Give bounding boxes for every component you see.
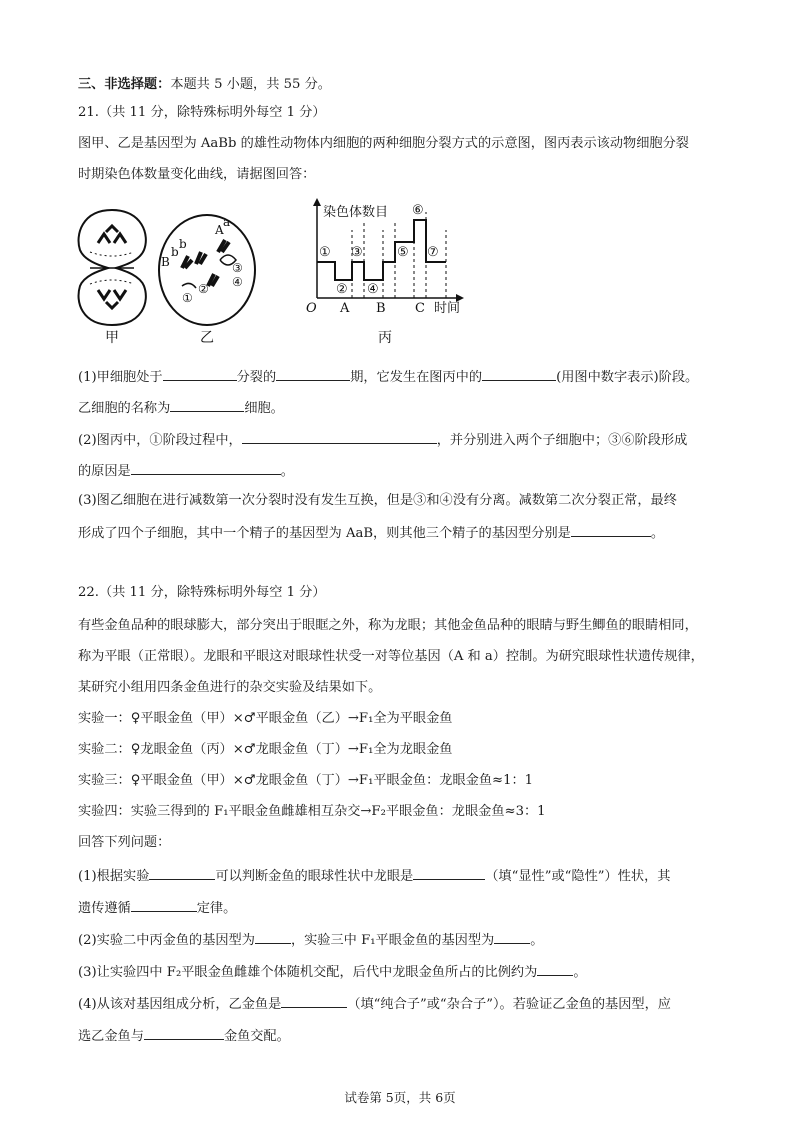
q22-s2-text-b: ，实验三中 F₁平眼金鱼的基因型为 — [290, 933, 495, 948]
q21-figure-svg — [70, 190, 490, 350]
q21-p1-text-a: (1)甲细胞处于 — [78, 370, 163, 385]
answer-blank-11[interactable] — [255, 930, 291, 944]
answer-blank-4[interactable] — [170, 398, 244, 412]
section-heading-line — [78, 76, 331, 94]
q22-s4-text-d: 金鱼交配。 — [223, 1029, 290, 1044]
q21-p1-text-b: 分裂的 — [236, 370, 277, 385]
answer-blank-2[interactable] — [276, 367, 350, 381]
gene-b-2: b — [179, 237, 187, 251]
q21-p1-text-d: (用图中数字表示)阶段。 — [556, 370, 699, 385]
stage-7: ⑦ — [427, 245, 439, 260]
stage-6: ⑥ — [412, 203, 424, 218]
section-heading: 三、非选择题： — [78, 77, 171, 92]
q22-part-1-line-1 — [78, 866, 670, 886]
q21-p3-text-b: 形成了四个子细胞，其中一个精子的基因型为 AaB，则其他三个精子的基因型分别是 — [78, 526, 571, 541]
label-jia: 甲 — [105, 330, 119, 346]
q21-p2-text-d: 。 — [280, 464, 294, 479]
cell-jia-diagram — [79, 210, 146, 325]
q22-s3-text-a: (3)让实验四中 F₂平眼金鱼雌雄个体随机交配，后代中龙眼金鱼所占的比例约为 — [78, 965, 538, 980]
chromosome-mark-2: ② — [198, 282, 209, 296]
q22-header: 22.（共 11 分，除特殊标明外每空 1 分） — [78, 585, 326, 600]
x-axis-label: 时间 — [434, 301, 461, 316]
q21-p1-text-c: 期，它发生在图丙中的 — [350, 370, 483, 385]
q21-stem-line-1: 图甲、乙是基因型为 AaBb 的雄性动物体内细胞的两种细胞分裂方式的示意图，图丙表示该动物细胞分裂 — [78, 136, 689, 151]
gene-A: A — [215, 223, 224, 237]
y-axis-arrow — [313, 198, 321, 206]
q22-experiment-4: 实验四：实验三得到的 F₁平眼金鱼雌雄相互杂交→F₂平眼金鱼：龙眼金鱼≈3：1 — [78, 804, 546, 819]
q22-s2-text-c: 。 — [530, 933, 544, 948]
q22-s4-text-a: (4)从该对基因组成分析，乙金鱼是 — [78, 997, 282, 1012]
q22-part-3 — [78, 962, 587, 982]
section-intro: 本题共 5 小题，共 55 分。 — [170, 77, 331, 92]
q21-part-3-line-2 — [78, 523, 664, 543]
q22-stem-line-3: 某研究小组用四条金鱼进行的杂交实验及结果如下。 — [78, 680, 382, 695]
chromosome-mark-1: ① — [182, 291, 193, 305]
q21-p2-text-a: (2)图丙中，①阶段过程中， — [78, 433, 242, 448]
label-bing: 丙 — [378, 330, 392, 346]
q21-p2-text-b: ，并分别进入两个子细胞中；③⑥阶段形成 — [436, 433, 688, 448]
q22-s4-text-c: 选乙金鱼与 — [78, 1029, 144, 1044]
gene-a: a — [223, 215, 231, 229]
q21-figure — [70, 190, 490, 350]
answer-blank-3[interactable] — [482, 367, 556, 381]
stage-1: ① — [319, 245, 331, 260]
q22-s1-text-a: (1)根据实验 — [78, 869, 150, 884]
page-footer: 试卷第 5页，共 6页 — [344, 1090, 456, 1105]
y-axis-label: 染色体数目 — [323, 205, 389, 220]
q22-part-1-line-2 — [78, 898, 236, 918]
q22-part-4-line-2 — [78, 1026, 290, 1046]
q22-s3-text-b: 。 — [573, 965, 587, 980]
q22-s1-text-d: 遗传遵循 — [78, 901, 131, 916]
answer-blank-5[interactable] — [242, 430, 437, 444]
gene-b-1: b — [171, 245, 179, 259]
q22-s1-text-e: 定律。 — [196, 901, 237, 916]
stage-3: ③ — [351, 245, 363, 260]
gene-B: B — [161, 255, 170, 269]
answer-blank-10[interactable] — [131, 898, 197, 912]
answer-blank-1[interactable] — [163, 367, 237, 381]
q21-part-1-line-2 — [78, 398, 284, 418]
q21-part-2-line-2 — [78, 461, 294, 481]
q22-stem-line-2: 称为平眼（正常眼）。龙眼和平眼这对眼球性状受一对等位基因（A 和 a）控制。为研究眼球性状遗传规律， — [78, 649, 704, 664]
stage-5: ⑤ — [397, 245, 409, 260]
q22-stem-line-1: 有些金鱼品种的眼球膨大，部分突出于眼眶之外，称为龙眼；其他金鱼品种的眼睛与野生鲫鱼的眼睛相同， — [78, 618, 698, 633]
q22-experiment-1: 实验一：♀平眼金鱼（甲）×♂平眼金鱼（乙）→F₁全为平眼金鱼 — [78, 711, 453, 726]
tick-B: B — [376, 301, 386, 316]
q22-part-4-line-1 — [78, 994, 671, 1014]
tick-A: A — [340, 301, 350, 316]
q22-s1-text-b: 可以判断金鱼的眼球性状中龙眼是 — [215, 869, 414, 884]
answer-blank-6[interactable] — [131, 461, 281, 475]
stage-4: ④ — [367, 282, 379, 297]
answer-blank-13[interactable] — [537, 962, 573, 976]
q22-prompt: 回答下列问题： — [78, 835, 171, 850]
q21-part-1-line-1 — [78, 367, 698, 387]
q21-p3-text-c: 。 — [650, 526, 665, 541]
chromosome-mark-4: ④ — [232, 275, 243, 289]
q22-s1-text-c: （填“显性”或“隐性”）性状，其 — [485, 869, 671, 884]
answer-blank-8[interactable] — [149, 866, 215, 880]
label-yi: 乙 — [200, 330, 214, 346]
q21-p2-text-c: 的原因是 — [78, 464, 131, 479]
answer-blank-14[interactable] — [281, 994, 347, 1008]
tick-C: C — [415, 301, 425, 316]
q21-stem-line-2: 时期染色体数量变化曲线，请据图回答： — [78, 167, 316, 182]
q22-s4-text-b: （填“纯合子”或“杂合子”）。若验证乙金鱼的基因型，应 — [347, 997, 671, 1012]
origin-label: O — [306, 301, 317, 316]
answer-blank-15[interactable] — [144, 1026, 224, 1040]
q21-part-3-line-1: (3)图乙细胞在进行减数第一次分裂时没有发生互换，但是③和④没有分离。减数第二次分裂正常，最终 — [78, 493, 677, 508]
q22-part-2 — [78, 930, 543, 950]
stage-2: ② — [336, 282, 348, 297]
q22-experiment-3: 实验三：♀平眼金鱼（甲）×♂龙眼金鱼（丁）→F₁平眼金鱼：龙眼金鱼≈1：1 — [78, 773, 534, 788]
chromosome-mark-3: ③ — [232, 261, 243, 275]
answer-blank-9[interactable] — [413, 866, 485, 880]
q21-p1-text-f: 细胞。 — [244, 401, 284, 416]
q21-part-2-line-1 — [78, 430, 687, 450]
q21-p1-text-e: 乙细胞的名称为 — [78, 401, 171, 416]
q21-header: 21.（共 11 分，除特殊标明外每空 1 分） — [78, 105, 326, 120]
q22-s2-text-a: (2)实验二中丙金鱼的基因型为 — [78, 933, 255, 948]
answer-blank-12[interactable] — [494, 930, 530, 944]
answer-blank-7[interactable] — [571, 523, 651, 537]
q22-experiment-2: 实验二：♀龙眼金鱼（丙）×♂龙眼金鱼（丁）→F₁全为龙眼金鱼 — [78, 742, 453, 757]
